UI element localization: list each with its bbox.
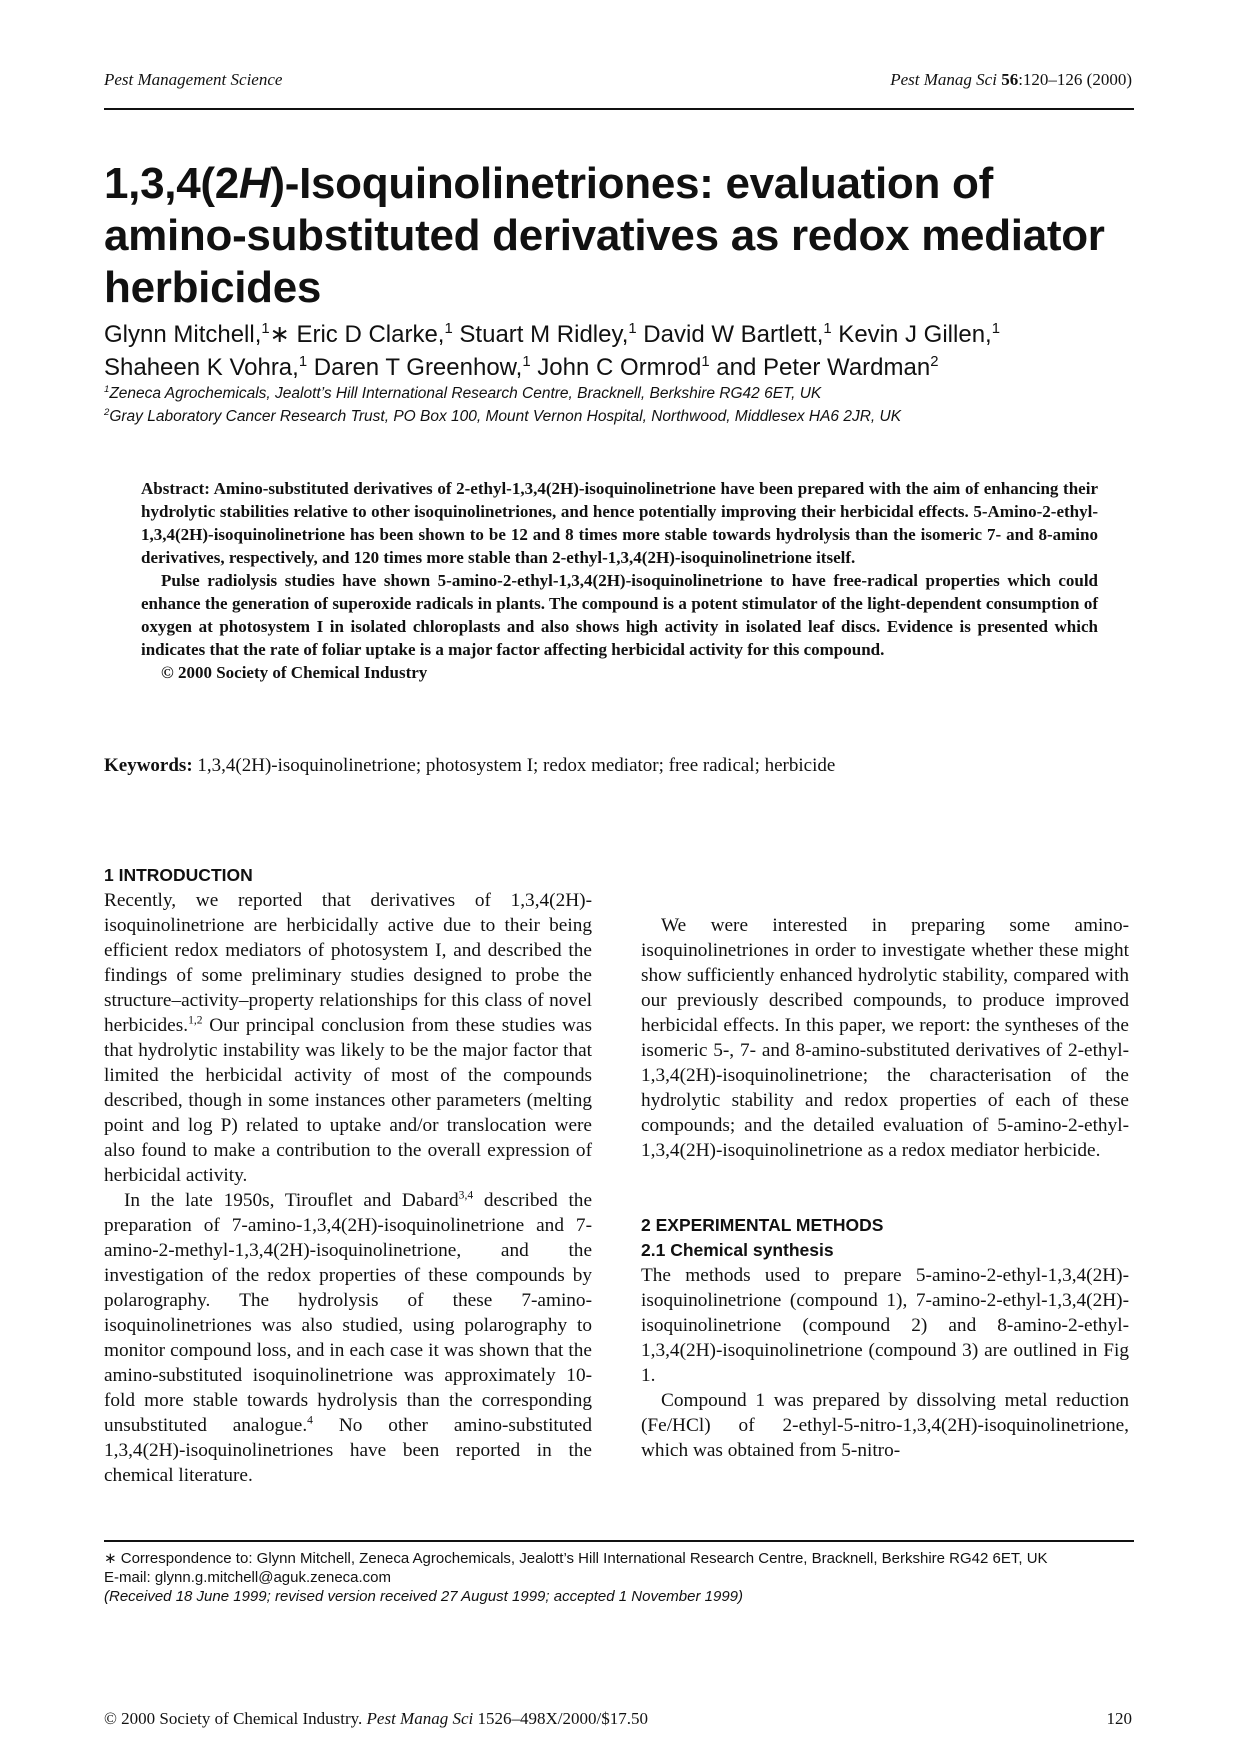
intro-paragraph-1 xyxy=(104,888,592,1188)
abstract-paragraph-2: Pulse radiolysis studies have shown 5-amino-2-ethyl-1,3,4(2H)-isoquinolinetrione to have free-radical properties which could enhance the generation of superoxide radicals in plants. The compound is a potent stimulator of the light-dependent consumption of oxygen at photosystem I in isolated chloroplasts and also shows high activity in isolated leaf discs. Evidence is presented which indicates that the rate of foliar uptake is a major factor affecting herbicidal activity for this compound. xyxy=(141,571,1098,659)
intro-paragraph-3: We were interested in preparing some amino-isoquinolinetriones in order to investigate whether these might show sufficiently enhanced hydrolytic stability, compared with our previously described compounds, to produce improved herbicidal effects. In this paper, we report: the syntheses of the isomeric 5-, 7- and 8-amino-substituted derivatives of 2-ethyl-1,3,4(2H)-isoquinolinetrione; the characterisation of the hydrolytic stability and redox properties of each of these compounds; and the detailed evaluation of 5-amino-2-ethyl-1,3,4(2H)-isoquinolinetrione as a redox mediator herbicide. xyxy=(641,915,1129,1161)
author-list xyxy=(104,318,1144,384)
running-header-citation xyxy=(890,70,1132,90)
footnote-rule xyxy=(104,1540,1134,1542)
citation-pages: :120–126 (2000) xyxy=(1018,70,1132,89)
author-4-affil: 1 xyxy=(823,321,832,337)
footer-journal: Pest Manag Sci xyxy=(366,1709,474,1728)
right-column xyxy=(641,863,1129,1463)
author-5-affil: 1 xyxy=(991,321,1000,337)
affiliation-2-number: 2 xyxy=(104,406,110,418)
page-number: 120 xyxy=(1106,1709,1132,1728)
intro-paragraph-2 xyxy=(104,1188,592,1488)
abstract xyxy=(141,477,1098,684)
article-title xyxy=(104,158,1144,314)
citation-volume: 56 xyxy=(1001,70,1019,89)
author-8-affil: 1 xyxy=(701,354,710,370)
author-2-affil: 1 xyxy=(444,321,453,337)
running-header-journal: Pest Management Science xyxy=(104,70,283,89)
author-3: Stuart M Ridley, xyxy=(452,321,629,348)
keywords-label: Keywords: xyxy=(104,755,193,776)
correspondence-note: ∗ Correspondence to: Glynn Mitchell, Zeneca Agrochemicals, Jealott’s Hill International Research Centre, Bracknell, Berkshire RG42 6ET, UK xyxy=(104,1550,1048,1567)
correspondence-email: E-mail: glynn.g.mitchell@aguk.zeneca.com xyxy=(104,1569,392,1586)
keywords-text: 1,3,4(2H)-isoquinolinetrione; photosystem I; redox mediator; free radical; herbicide xyxy=(192,755,836,776)
intro-p2-citation-2: 4 xyxy=(307,1413,313,1427)
intro-p2-cont: described the preparation of 7-amino-1,3,4(2H)-isoquinolinetrione and 7-amino-2-methyl-1,3,4(2H)-isoquinolinetrione, and the investigation of the redox properties of these compounds by polarography. The hydrolysis of these 7-amino-isoquinolinetriones was also studied, using polarography to monitor compound loss, and in each case it was shown that the amino-substituted isoquinolinetrione was approximately 10-fold more stable towards hydrolysis than the corresponding unsubstituted analogue. xyxy=(104,1190,593,1436)
author-2: Eric D Clarke, xyxy=(289,321,445,348)
footnote xyxy=(104,1549,1134,1606)
section-1-heading: 1 INTRODUCTION xyxy=(104,865,253,885)
author-1-affil: 1 xyxy=(261,321,270,337)
author-6-affil: 1 xyxy=(298,354,308,370)
keywords xyxy=(104,755,1134,777)
title-italic: H xyxy=(238,159,271,208)
methods-paragraph-2: Compound 1 was prepared by dissolving metal reduction (Fe/HCl) of 2-ethyl-5-nitro-1,3,4(2H)-isoquinolinetrione, which was obtained from 5-nitro- xyxy=(641,1390,1129,1461)
author-7-affil: 1 xyxy=(522,354,531,370)
author-5: Kevin J Gillen, xyxy=(831,321,992,348)
received-dates: (Received 18 June 1999; revised version received 27 August 1999; accepted 1 November 1999) xyxy=(104,1588,744,1605)
affiliation-2 xyxy=(104,408,901,426)
intro-p2-citation: 3,4 xyxy=(458,1188,474,1202)
intro-p2-end: No other amino-substituted 1,3,4(2H)-isoquinolinetriones have been reported in the chemical literature. xyxy=(104,1415,592,1486)
subsection-2-1-heading: 2.1 Chemical synthesis xyxy=(641,1240,834,1260)
author-4: David W Bartlett, xyxy=(636,321,824,348)
citation-journal: Pest Manag Sci xyxy=(890,70,997,89)
abstract-paragraph-1: Abstract: Amino-substituted derivatives of 2-ethyl-1,3,4(2H)-isoquinolinetrione have been prepared with the aim of enhancing their hydrolytic stabilities relative to other isoquinolinetriones, and hence potentially improving their herbicidal effects. 5-Amino-2-ethyl-1,3,4(2H)-isoquinolinetrione has been shown to be 12 and 8 times more stable towards hydrolysis than the isomeric 7- and 8-amino derivatives, respectively, and 120 times more stable than 2-ethyl-1,3,4(2H)-isoquinolinetrione itself. xyxy=(141,479,1098,567)
title-part2: )-Isoquinolinetriones: evaluation of amino-substituted derivatives as redox mediator herbicides xyxy=(104,159,1105,312)
author-3-affil: 1 xyxy=(628,321,637,337)
section-2-heading: 2 EXPERIMENTAL METHODS xyxy=(641,1215,884,1235)
left-column xyxy=(104,863,592,1488)
affiliation-1-number: 1 xyxy=(104,383,110,395)
intro-p1-text: Recently, we reported that derivatives of 1,3,4(2H)-isoquinolinetrione are herbicidally active due to their being efficient redox mediators of photosystem I, and described the findings of some preliminary studies designed to probe the structure–activity–property relationships for this class of novel herbicides. xyxy=(104,890,592,1036)
intro-p2-text: In the late 1950s, Tirouflet and Dabard xyxy=(124,1190,459,1211)
affiliation-2-text: Gray Laboratory Cancer Research Trust, PO Box 100, Mount Vernon Hospital, Northwood, Middlesex HA6 2JR, UK xyxy=(109,408,902,425)
footer-copyright: © 2000 Society of Chemical Industry. xyxy=(104,1709,367,1728)
header-rule xyxy=(104,108,1134,110)
author-1: Glynn Mitchell, xyxy=(104,321,262,348)
author-9-affil: 2 xyxy=(930,354,939,370)
corresponding-star: ∗ xyxy=(269,321,290,348)
abstract-copyright: © 2000 Society of Chemical Industry xyxy=(161,663,428,682)
page-footer-copyright xyxy=(104,1709,648,1729)
author-8: John C Ormrod xyxy=(530,354,702,381)
methods-paragraph-1: The methods used to prepare 5-amino-2-ethyl-1,3,4(2H)-isoquinolinetrione (compound 1), 7-amino-2-ethyl-1,3,4(2H)-isoquinolinetrione (compound 2) and 8-amino-2-ethyl-1,3,4(2H)-isoquinolinetrione (compound 3) are outlined in Fig 1. xyxy=(641,1265,1129,1386)
author-6: Shaheen K Vohra, xyxy=(104,354,299,381)
affiliation-1 xyxy=(104,385,821,403)
affiliation-1-text: Zeneca Agrochemicals, Jealott’s Hill International Research Centre, Bracknell, Berkshire RG42 6ET, UK xyxy=(109,385,822,402)
intro-p1-citation: 1,2 xyxy=(188,1013,203,1027)
author-7: Daren T Greenhow, xyxy=(307,354,523,381)
title-part1: 1,3,4(2 xyxy=(104,159,239,208)
footer-issn: 1526–498X/2000/$17.50 xyxy=(473,1709,648,1728)
intro-p1-cont: Our principal conclusion from these studies was that hydrolytic instability was likely to be the major factor that limited the herbicidal activity of most of the compounds described, though in some instances other parameters (melting point and log P) related to uptake and/or translocation were also found to make a contribution to the overall expression of herbicidal activity. xyxy=(104,1015,592,1186)
author-9: and Peter Wardman xyxy=(709,354,931,381)
